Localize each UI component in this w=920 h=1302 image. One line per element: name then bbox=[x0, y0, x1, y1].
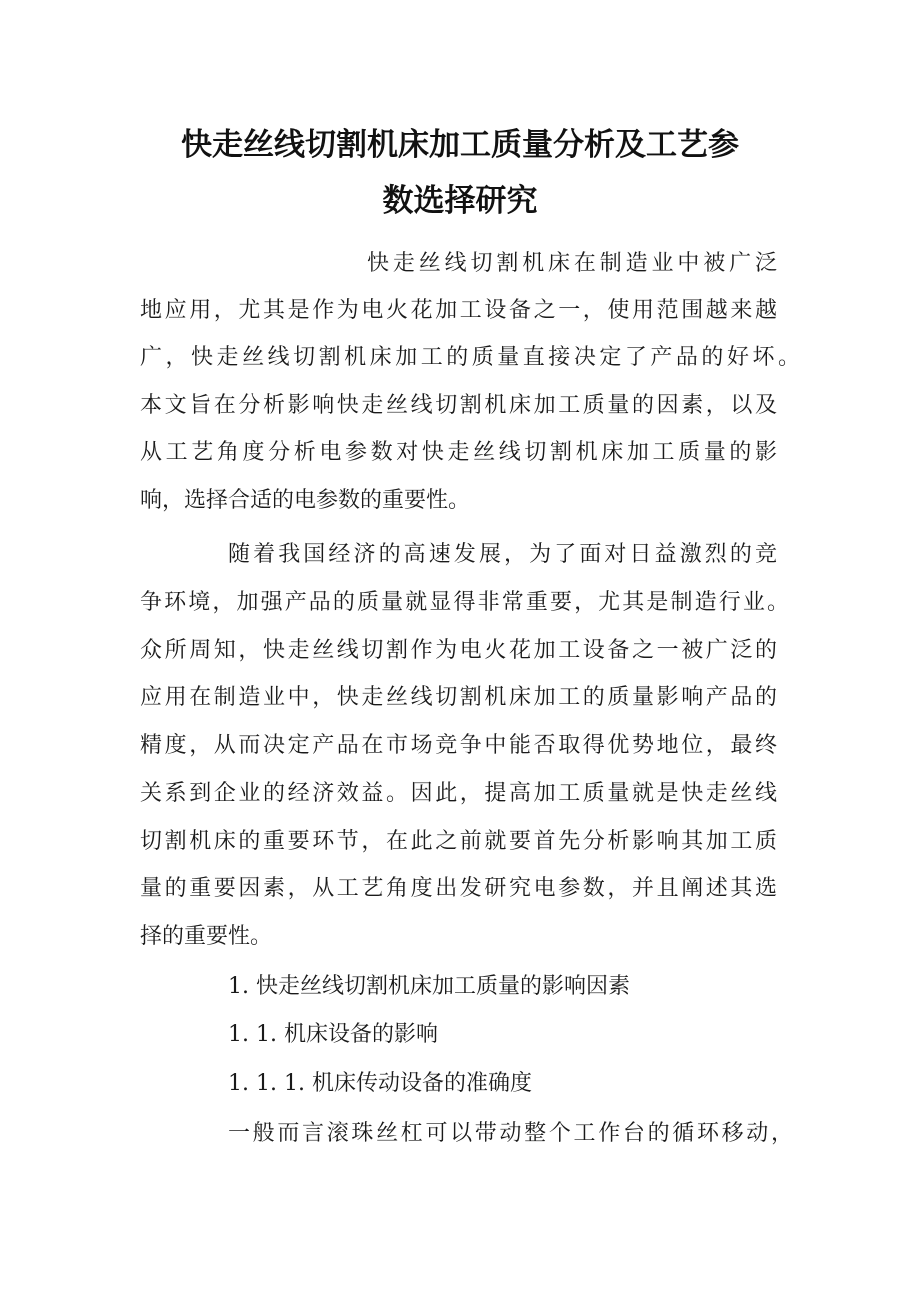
paragraph-2-line-9: 择的重要性。 bbox=[140, 924, 273, 949]
document-title-line-1: 快走丝线切割机床加工质量分析及工艺参 bbox=[181, 127, 739, 163]
section-heading-1: 1. 快走丝线切割机床加工质量的影响因素 bbox=[228, 974, 630, 999]
paragraph-1-line-3: 广，快走丝线切割机床加工的质量直接决定了产品的好坏。 bbox=[140, 345, 800, 370]
paragraph-1-line-2: 地应用，尤其是作为电火花加工设备之一，使用范围越来越 bbox=[140, 298, 777, 323]
paragraph-1-line-4: 本文旨在分析影响快走丝线切割机床加工质量的因素，以及 bbox=[140, 393, 777, 418]
body-text-line-last: 一般而言滚珠丝杠可以带动整个工作台的循环移动， bbox=[228, 1121, 793, 1146]
paragraph-2-line-7: 切割机床的重要环节，在此之前就要首先分析影响其加工质 bbox=[140, 829, 777, 854]
paragraph-2-line-4: 应用在制造业中，快走丝线切割机床加工的质量影响产品的 bbox=[140, 685, 777, 710]
paragraph-1-line-1: 快走丝线切割机床在制造业中被广泛 bbox=[367, 251, 777, 276]
paragraph-2-line-6: 关系到企业的经济效益。因此，提高加工质量就是快走丝线 bbox=[140, 781, 777, 806]
paragraph-2-line-5: 精度，从而决定产品在市场竞争中能否取得优势地位，最终 bbox=[140, 733, 777, 758]
document-title-line-2: 数选择研究 bbox=[382, 183, 538, 219]
paragraph-1-line-5: 从工艺角度分析电参数对快走丝线切割机床加工质量的影 bbox=[140, 440, 777, 465]
paragraph-2-line-1: 随着我国经济的高速发展，为了面对日益激烈的竞 bbox=[228, 542, 777, 567]
section-heading-1-1-1: 1. 1. 1. 机床传动设备的准确度 bbox=[228, 1071, 532, 1096]
section-heading-1-1: 1. 1. 机床设备的影响 bbox=[228, 1022, 438, 1047]
paragraph-1-line-6: 响，选择合适的电参数的重要性。 bbox=[140, 488, 471, 513]
paragraph-2-line-2: 争环境，加强产品的质量就显得非常重要，尤其是制造行业。 bbox=[140, 590, 789, 615]
paragraph-2-line-8: 量的重要因素，从工艺角度出发研究电参数，并且阐述其选 bbox=[140, 876, 777, 901]
paragraph-2-line-3: 众所周知，快走丝线切割作为电火花加工设备之一被广泛的 bbox=[140, 638, 777, 663]
